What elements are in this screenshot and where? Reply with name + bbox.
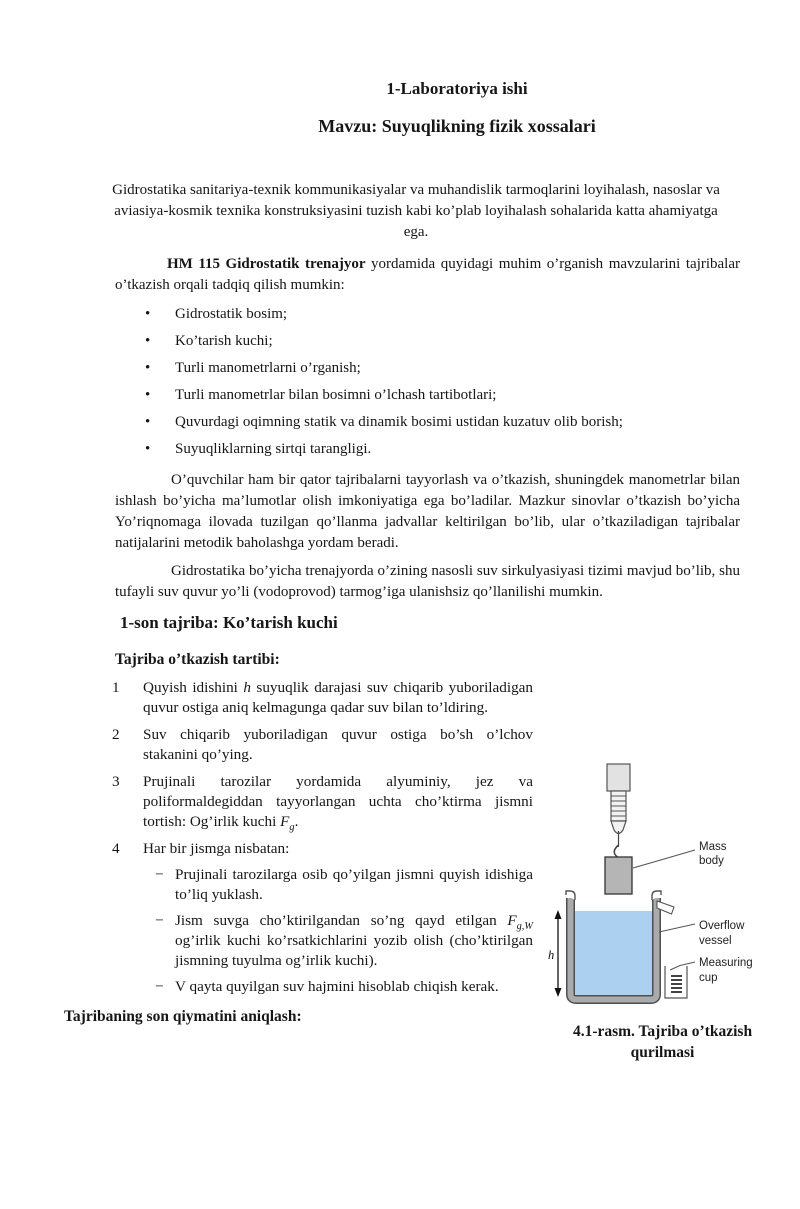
step-text-part: . [294,813,299,830]
list-item [145,385,740,406]
bullet-icon: • [145,414,151,430]
h-arrow-bottom-head [555,988,562,997]
bullet-text: Suyuqliklarning sirtqi tarangligi. [175,441,372,457]
list-item [145,412,740,433]
experiment-figure [545,750,780,1063]
bullet-text: Quvurdagi oqimning statik va dinamik bosimi ustidan kuzatuv olib borish; [175,414,623,430]
measuring-cup-shape [665,966,687,998]
substep-item-2 [155,911,533,971]
substep-text-part: Jism suvga cho’ktirilgandan so’ng qayd etilgan [175,912,508,929]
variable-F: F [507,912,517,929]
students-paragraph: O’quvchilar ham bir qator tajribalarni tayyorlash va o’tkazish, shuningdek manometrlar bilan ishlash bo’yicha ma’lumotlar olish imkoniyatiga ega bo’ladilar. Mazkur sinovlar o’tkazish bo’yicha Yo’riqnomaga ilovada tuzilgan qo’llanma jadvallar keltirilgan bo’lib, ular o’tkaziladigan tajribalar natijalarini metodik baholashga yordam beradi. [115,472,740,551]
trainer-paragraph: Gidrostatika bo’yicha trenajyorda o’zining nasosli suv sirkulyasiyasi tizimi mavjud bo’lib, shu tufayli suv quvur yo’li (vodoprovod) tarmog’iga ulanishsiz qo’llanilishi mumkin. [115,563,740,600]
spring-scale-body [607,764,630,791]
bullet-icon: • [145,441,151,457]
hook-shape [614,845,618,857]
step-number: 2 [112,726,120,743]
list-item [145,331,740,352]
bullet-icon: • [145,360,151,376]
page-title: 1-Laboratoriya ishi [386,79,528,98]
page-subtitle: Mavzu: Suyuqlikning fizik xossalari [318,116,596,136]
water [574,911,653,997]
substep-item-3 [155,977,533,997]
overflow-vessel-label-line2: vessel [699,935,732,947]
mass-body-label-line1: Mass [699,841,727,853]
substep-item-1 [155,865,533,905]
step-text-part: Quyish idishini [143,679,244,696]
hm-paragraph [115,254,740,296]
step-text-part: Prujinali tarozilar yordamida alyuminiy, jez va poliformaldegiddan tayyorlangan uchta cho’ktirma jismni tortish: Og’irlik kuchi [143,773,533,830]
intro-paragraph: Gidrostatika sanitariya-texnik kommunikasiyalar va muhandislik tarmoqlarini loyihalash, nasoslar va aviasiya-kosmik texnika konstruksiyasini tuzish kabi ko’plab loyihalash sohalarida katta ahamiyatga ega. [112,182,720,240]
h-arrow-top-head [555,910,562,919]
step-text-part: suyuqlik darajasi suv chiqarib yuboriladigan quvur ostiga aniq kelmagunga qadar suv bilan to’ldiring. [143,679,533,716]
substep-text: V qayta quyilgan suv hajmini hisoblab chiqish kerak. [175,978,499,995]
step-item-3 [112,772,533,832]
bullet-text: Turli manometrlarni o’rganish; [175,360,361,376]
bullet-icon: • [145,306,151,322]
bullet-text: Turli manometrlar bilan bosimni o’lchash tartibotlari; [175,387,497,403]
step-number: 1 [112,679,120,696]
list-item [145,358,740,379]
variable-h: h [243,679,251,696]
overflow-vessel-label-line1: Overflow [699,920,745,932]
topics-bullet-list [145,304,740,460]
variable-F-subscript: g,W [516,921,533,933]
overflow-pointer-line [659,924,695,932]
step-item-2 [112,725,533,765]
dash-marker: − [155,866,164,883]
bullet-text: Gidrostatik bosim; [175,306,288,322]
list-item [145,304,740,325]
mass-body-shape [605,857,632,894]
step-text: Suv chiqarib yuboriladigan quvur ostiga bo’sh o’lchov stakanini qo’ying. [143,726,533,763]
step-number: 4 [112,840,120,857]
bullet-icon: • [145,333,151,349]
substep-text: Prujinali tarozilarga osib qo’yilgan jismni quyish idishiga to’liq yuklash. [175,866,533,903]
step-item-1 [112,678,533,718]
variable-F: F [280,813,290,830]
figure-caption: 4.1-rasm. Tajriba o’tkazish qurilmasi [572,1023,753,1061]
hm-bold-lead: HM 115 Gidrostatik trenajyor [167,256,366,272]
measuring-cup-label-line1: Measuring [699,957,753,969]
bullet-icon: • [145,387,151,403]
numeric-evaluation-heading: Tajribaning son qiymatini aniqlash: [64,1008,302,1025]
variable-F-subscript: g [289,822,295,834]
document-page [0,78,800,1209]
dash-marker: − [155,912,164,929]
bullet-text: Ko’tarish kuchi; [175,333,273,349]
step-text [143,678,533,718]
dash-marker: − [155,978,164,995]
step-number: 3 [112,773,120,790]
procedure-steps [112,678,533,997]
substep-text-part: og’irlik kuchi ko’rsatkichlarini yozib olish (cho’ktirilgan jismning tuyulma og’irlik kuchi). [175,932,533,969]
hm-rest: yordamida quyidagi muhim o’rganish mavzularini tajribalar o’tkazish orqali tadqiq qilish mumkin: [115,256,741,293]
step-text [143,772,533,832]
substep-text [175,911,533,971]
mass-body-label-line2: body [699,855,724,867]
experiment-heading: 1-son tajriba: Ko’tarish kuchi [120,613,338,632]
apparatus-diagram [545,750,780,1012]
h-label: h [548,948,555,962]
step-text: Har bir jismga nisbatan: [143,840,290,857]
step-item-4 [112,839,533,859]
procedure-heading: Tajriba o’tkazish tartibi: [115,651,280,668]
mass-pointer-line [633,850,695,868]
measuring-cup-label-line2: cup [699,972,718,984]
list-item [145,439,740,460]
